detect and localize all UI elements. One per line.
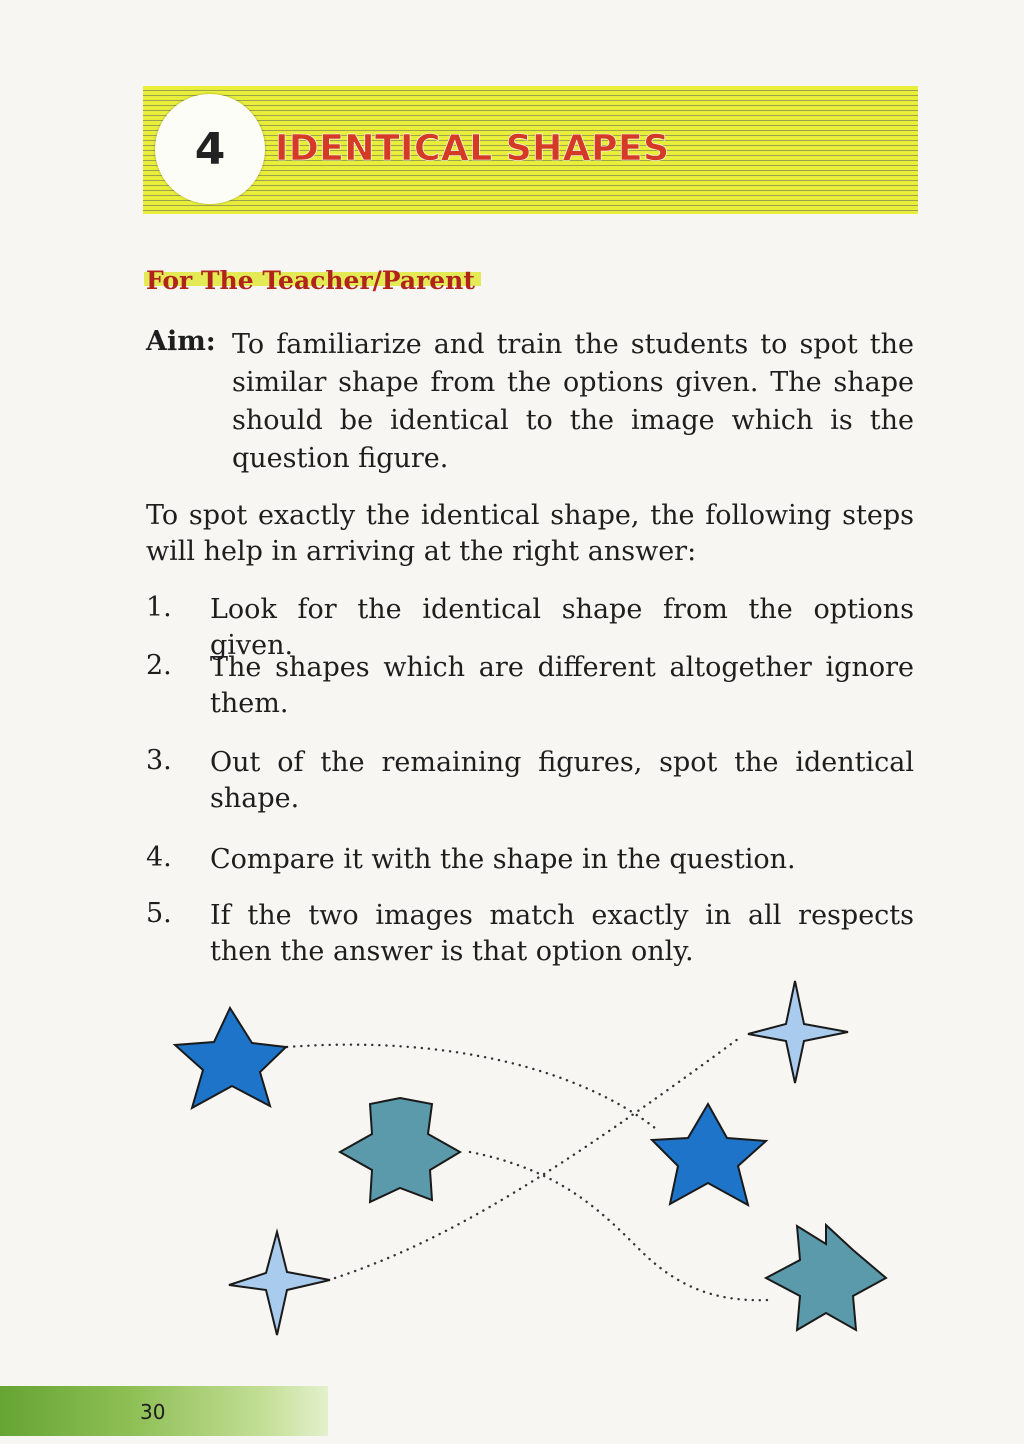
step-text: Out of the remaining figures, spot the identical shape. — [210, 747, 914, 814]
step-number: 4. — [146, 842, 172, 873]
six-point-star-icon — [766, 1225, 886, 1330]
step-number: 1. — [146, 592, 172, 623]
step-number: 2. — [146, 650, 172, 681]
four-point-star-icon — [748, 981, 848, 1083]
page-number: 30 — [140, 1400, 166, 1424]
chapter-title: IDENTICAL SHAPES — [275, 128, 670, 169]
star-matching-illustration — [0, 970, 1024, 1350]
step-number: 5. — [146, 898, 172, 929]
step-number: 3. — [146, 745, 172, 776]
intro-paragraph: To spot exactly the identical shape, the following steps will help in arriving at the right answer: — [146, 500, 914, 567]
step-text: If the two images match exactly in all respects then the answer is that option only. — [210, 900, 914, 967]
step-text: Look for the identical shape from the options given. — [210, 594, 914, 661]
chapter-number: 4 — [155, 94, 265, 204]
aim-label: Aim: — [146, 326, 216, 357]
aim-text: To familiarize and train the students to spot the similar shape from the options given. The shape should be identical to the image which is the question figure. — [232, 329, 914, 474]
four-point-star-icon — [229, 1232, 330, 1335]
step-text: The shapes which are different altogether ignore them. — [210, 652, 914, 719]
six-point-star-icon — [340, 1098, 460, 1202]
connector-line — [287, 1045, 655, 1128]
five-point-star-icon — [175, 1008, 286, 1108]
section-title: For The Teacher/Parent — [144, 266, 481, 295]
step-text: Compare it with the shape in the question. — [210, 844, 796, 875]
five-point-star-icon — [652, 1104, 766, 1205]
